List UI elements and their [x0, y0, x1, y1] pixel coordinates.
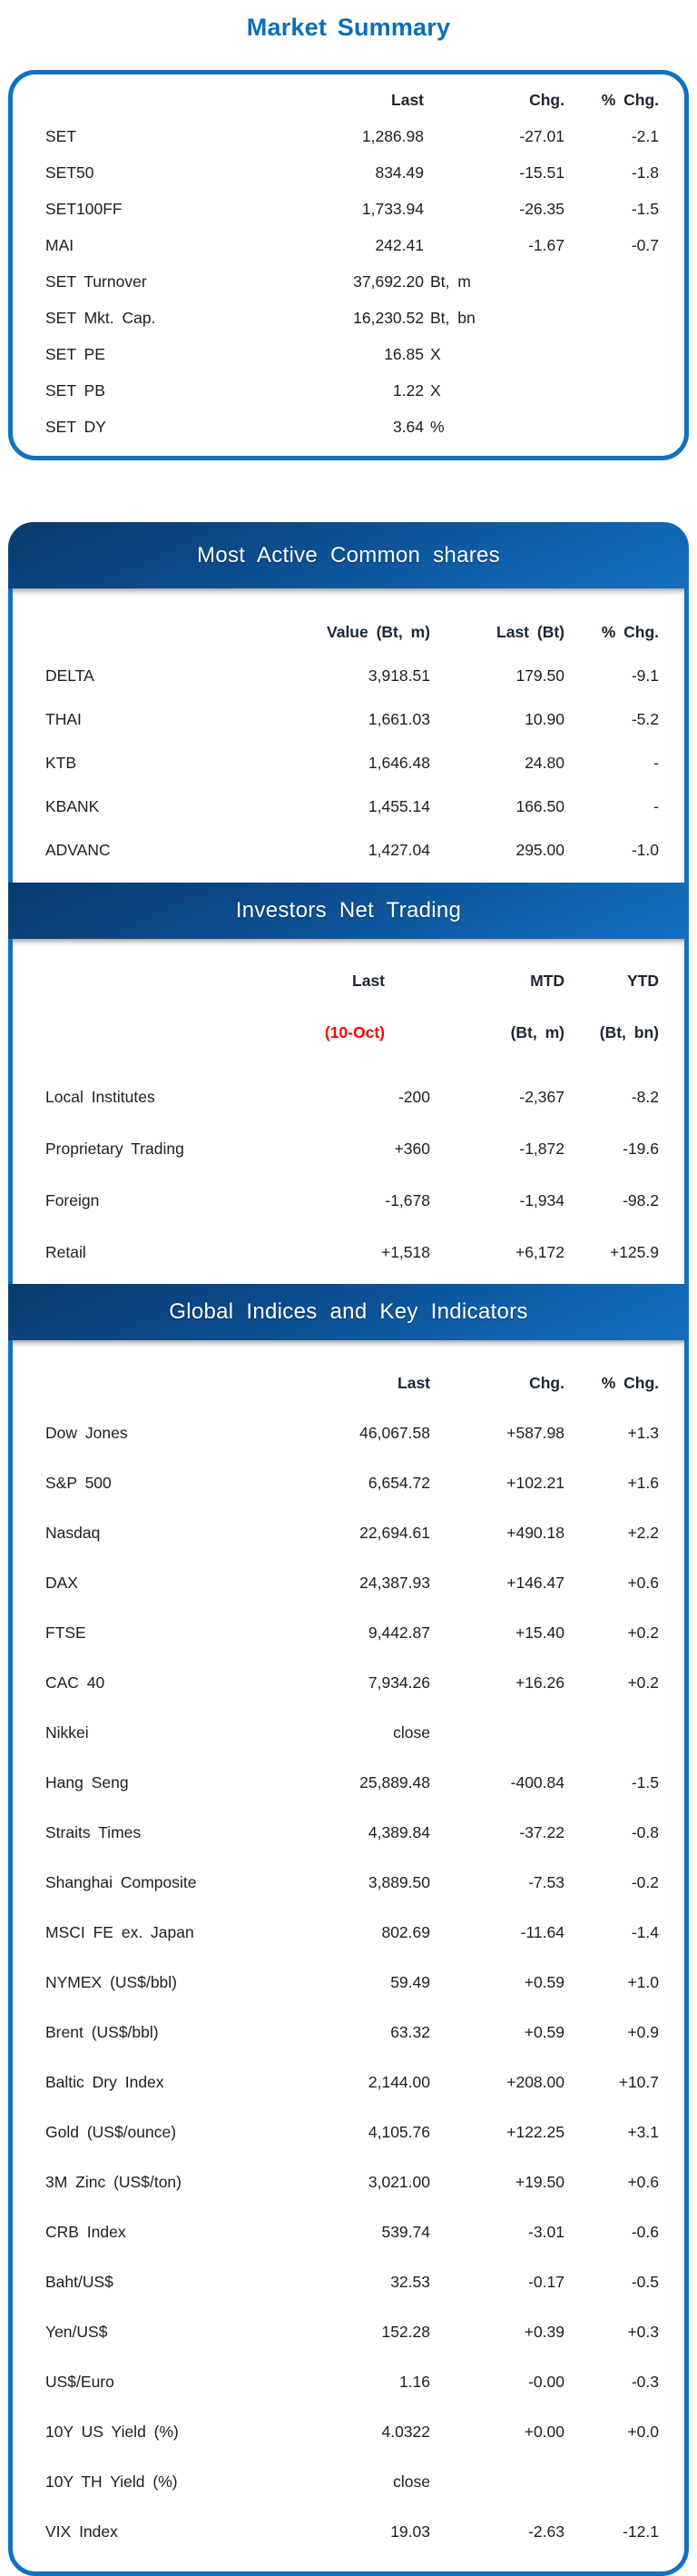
mtd-cell: -1,872 — [519, 1140, 564, 1158]
chg-value: -1.67 — [528, 235, 564, 254]
chg-cell: +0.59 — [524, 2023, 564, 2041]
investors-header-row — [13, 955, 684, 1007]
column-header-last: Last (Bt) — [496, 622, 564, 641]
pchg-value: -1.8 — [631, 163, 659, 182]
ticker-label: KBANK — [45, 796, 100, 815]
chg-cell: -11.64 — [520, 1923, 564, 1941]
column-header-pchg: % Chg. — [601, 1374, 659, 1392]
pchg-cell: -12.1 — [623, 2522, 659, 2541]
mtd-cell: -2,367 — [519, 1088, 564, 1106]
table-row — [13, 1858, 684, 1908]
chg-cell: +146.47 — [506, 1574, 564, 1592]
pchg-value: -1.5 — [631, 199, 659, 218]
chg-cell: -7.53 — [528, 1873, 564, 1891]
chg-value: -27.01 — [519, 126, 564, 145]
page-title: Market Summary — [246, 14, 451, 41]
chg-cell: -0.00 — [528, 2373, 564, 2391]
index-label: 10Y US Yield (%) — [45, 2423, 179, 2441]
investor-type-label: Proprietary Trading — [45, 1140, 184, 1158]
column-header-ytd: YTD — [627, 972, 659, 990]
last-cell: 152.28 — [381, 2323, 430, 2341]
last-cell: 3,889.50 — [368, 1873, 430, 1891]
last-cell: 166.50 — [515, 796, 564, 815]
last-cell: 59.49 — [390, 1973, 430, 1991]
table-row — [13, 191, 684, 227]
last-cell: 1.16 — [398, 2373, 430, 2391]
global-indices-rows — [13, 1408, 684, 2557]
table-row — [13, 1558, 684, 1608]
column-header-chg: Chg. — [529, 1374, 564, 1392]
chg-cell: +102.21 — [506, 1474, 564, 1492]
ticker-label: DELTA — [45, 666, 94, 685]
ticker-label: THAI — [45, 709, 82, 728]
last-cell: 19.03 — [390, 2522, 430, 2541]
last-value: 16.85 — [384, 344, 424, 363]
pchg-cell: -9.1 — [631, 666, 659, 685]
investors-table — [13, 946, 684, 1284]
index-label: Nikkei — [45, 1723, 89, 1742]
subheader-ytd-unit: (Bt, bn) — [599, 1023, 659, 1041]
index-label: CAC 40 — [45, 1673, 105, 1692]
table-row — [13, 2407, 684, 2457]
chg-cell: +122.25 — [506, 2123, 564, 2141]
table-row — [13, 2157, 684, 2207]
index-label: 3M Zinc (US$/ton) — [45, 2173, 182, 2191]
ytd-cell: -8.2 — [631, 1088, 659, 1106]
last-value: 37,692.20 — [353, 271, 424, 291]
column-header-value: Value (Bt, m) — [327, 622, 430, 641]
index-label: S&P 500 — [45, 1474, 112, 1492]
row-label: SET Turnover — [45, 271, 147, 291]
pchg-cell: - — [653, 753, 659, 772]
last-cell: 24,387.93 — [359, 1574, 430, 1592]
table-row — [13, 2307, 684, 2357]
column-header-pchg: % Chg. — [601, 622, 659, 641]
row-label: SET50 — [45, 163, 94, 182]
header-shadow — [13, 1340, 684, 1347]
pchg-value: -0.7 — [631, 235, 659, 254]
market-summary-header-row — [13, 82, 684, 118]
pchg-cell: -1.4 — [631, 1923, 659, 1941]
table-row — [13, 2457, 684, 2507]
pchg-cell: +1.3 — [627, 1424, 659, 1442]
table-row — [13, 1508, 684, 1558]
last-cell: 10.90 — [525, 709, 564, 728]
table-row — [13, 2107, 684, 2157]
last-cell: 4,389.84 — [368, 1823, 430, 1841]
chg-cell: +16.26 — [515, 1673, 564, 1692]
column-header-last: Last — [391, 90, 424, 109]
table-row — [13, 2357, 684, 2407]
market-summary-rows — [13, 118, 684, 445]
table-row — [13, 1908, 684, 1958]
table-row — [13, 1708, 684, 1758]
row-label: SET PE — [45, 344, 105, 363]
table-row — [13, 227, 684, 263]
pchg-cell: +0.6 — [627, 1574, 659, 1592]
table-row — [13, 1408, 684, 1458]
section-title: Most Active Common shares — [197, 542, 500, 568]
table-row — [13, 1808, 684, 1858]
row-label: MAI — [45, 235, 74, 254]
header-shadow — [13, 939, 684, 946]
chg-cell: -2.63 — [528, 2522, 564, 2541]
chg-cell: +0.59 — [524, 1973, 564, 1991]
chg-value: -15.51 — [519, 163, 564, 182]
table-row — [13, 1658, 684, 1708]
ytd-cell: -19.6 — [623, 1140, 659, 1158]
last-cell: -1,678 — [385, 1191, 430, 1209]
row-label: SET Mkt. Cap. — [45, 308, 156, 327]
most-active-table — [13, 596, 684, 883]
index-label: MSCI FE ex. Japan — [45, 1923, 194, 1941]
value-cell: 3,918.51 — [368, 666, 430, 685]
table-row — [13, 2507, 684, 2557]
section-title: Global Indices and Key Indicators — [169, 1299, 528, 1324]
index-label: 10Y TH Yield (%) — [45, 2472, 178, 2491]
last-cell: 46,067.58 — [359, 1424, 430, 1442]
last-value: 1,733.94 — [361, 199, 424, 218]
last-value: 3.64 — [392, 417, 424, 436]
investor-type-label: Local Institutes — [45, 1088, 155, 1106]
pchg-cell: +0.6 — [627, 2173, 659, 2191]
last-value: 1.22 — [392, 380, 424, 400]
table-row — [13, 1458, 684, 1508]
unit-label: % — [430, 417, 445, 436]
last-cell: 63.32 — [390, 2023, 430, 2041]
column-header-chg: Chg. — [529, 90, 564, 109]
chg-cell: +15.40 — [515, 1624, 564, 1642]
chg-cell: +0.00 — [524, 2423, 564, 2441]
row-label: SET100FF — [45, 199, 123, 218]
last-value: 242.41 — [375, 235, 424, 254]
chg-cell: +208.00 — [506, 2073, 564, 2091]
chg-cell: -3.01 — [528, 2223, 564, 2241]
pchg-cell: -0.3 — [631, 2373, 659, 2391]
pchg-cell: -0.5 — [631, 2273, 659, 2291]
most-active-section-header — [8, 522, 689, 588]
last-cell: close — [393, 2472, 430, 2491]
chg-cell: +587.98 — [506, 1424, 564, 1442]
chg-cell: +0.39 — [524, 2323, 564, 2341]
table-row — [13, 372, 684, 409]
value-cell: 1,646.48 — [368, 753, 430, 772]
index-label: Yen/US$ — [45, 2323, 108, 2341]
pchg-value: -2.1 — [631, 126, 659, 145]
index-label: Hang Seng — [45, 1773, 129, 1791]
index-label: US$/Euro — [45, 2373, 114, 2391]
pchg-cell: -1.0 — [631, 840, 659, 859]
chg-cell: +490.18 — [506, 1524, 564, 1542]
unit-label: Bt, bn — [430, 308, 476, 327]
ytd-cell: +125.9 — [609, 1243, 659, 1261]
last-cell: 2,144.00 — [368, 2073, 430, 2091]
subheader-date: (10-Oct) — [324, 1023, 385, 1041]
index-label: Nasdaq — [45, 1524, 101, 1542]
last-cell: 22,694.61 — [359, 1524, 430, 1542]
index-label: Dow Jones — [45, 1424, 128, 1442]
table-row — [13, 1608, 684, 1658]
table-row — [13, 154, 684, 191]
last-cell: 3,021.00 — [368, 2173, 430, 2191]
ticker-label: ADVANC — [45, 840, 111, 859]
pchg-cell: +0.2 — [627, 1673, 659, 1692]
last-cell: 9,442.87 — [368, 1624, 430, 1642]
table-row — [13, 2058, 684, 2107]
chg-cell: -37.22 — [519, 1823, 564, 1841]
global-header-row — [13, 1358, 684, 1408]
global-indices-body — [8, 1340, 689, 2576]
index-label: Straits Times — [45, 1823, 142, 1841]
investors-subheader-row — [13, 1007, 684, 1059]
pchg-cell: -0.8 — [631, 1823, 659, 1841]
table-row — [13, 785, 684, 828]
last-cell: 25,889.48 — [359, 1773, 430, 1791]
index-label: CRB Index — [45, 2223, 126, 2241]
index-label: FTSE — [45, 1624, 86, 1642]
table-row — [13, 263, 684, 300]
unit-label: X — [430, 380, 441, 400]
last-cell: 802.69 — [381, 1923, 430, 1941]
unit-label: Bt, m — [430, 271, 471, 291]
pchg-cell: +0.9 — [627, 2023, 659, 2041]
table-row — [13, 828, 684, 872]
pchg-cell: +0.2 — [627, 1624, 659, 1642]
last-cell: 7,934.26 — [368, 1673, 430, 1692]
table-row — [13, 654, 684, 697]
last-cell: 539.74 — [381, 2223, 430, 2241]
pchg-cell: -5.2 — [631, 709, 659, 728]
market-summary-box — [8, 70, 689, 460]
last-cell: +360 — [394, 1140, 430, 1158]
global-indices-table — [13, 1347, 684, 2557]
pchg-cell: - — [653, 796, 659, 815]
sections-container — [8, 522, 689, 2576]
value-cell: 1,427.04 — [368, 840, 430, 859]
pchg-cell: +0.3 — [627, 2323, 659, 2341]
ytd-cell: -98.2 — [623, 1191, 659, 1209]
mtd-cell: +6,172 — [515, 1243, 564, 1261]
index-label: NYMEX (US$/bbl) — [45, 1973, 178, 1991]
value-cell: 1,455.14 — [368, 796, 430, 815]
last-cell: 295.00 — [515, 840, 564, 859]
row-label: SET DY — [45, 417, 106, 436]
most-active-rows — [13, 654, 684, 872]
value-cell: 1,661.03 — [368, 709, 430, 728]
last-value: 834.49 — [375, 163, 424, 182]
index-label: DAX — [45, 1574, 78, 1592]
table-row — [13, 300, 684, 336]
last-cell: 24.80 — [525, 753, 564, 772]
index-label: Shanghai Composite — [45, 1873, 197, 1891]
last-cell: 4.0322 — [381, 2423, 430, 2441]
mtd-cell: -1,934 — [519, 1191, 564, 1209]
pchg-cell: +2.2 — [627, 1524, 659, 1542]
row-label: SET — [45, 126, 77, 145]
subheader-mtd-unit: (Bt, m) — [510, 1023, 564, 1041]
investors-rows — [13, 1071, 684, 1278]
table-row — [13, 1227, 684, 1278]
table-row — [13, 2207, 684, 2257]
row-label: SET PB — [45, 380, 105, 400]
last-cell: 32.53 — [390, 2273, 430, 2291]
pchg-cell: +10.7 — [618, 2073, 659, 2091]
chg-cell: -0.17 — [528, 2273, 564, 2291]
index-label: VIX Index — [45, 2522, 118, 2541]
investor-type-label: Foreign — [45, 1191, 100, 1209]
most-active-body — [8, 588, 689, 883]
index-label: Gold (US$/ounce) — [45, 2123, 177, 2141]
chg-value: -26.35 — [519, 199, 564, 218]
global-indices-section-header — [8, 1284, 689, 1340]
pchg-cell: +3.1 — [627, 2123, 659, 2141]
last-cell: +1,518 — [380, 1243, 430, 1261]
pchg-cell: +1.0 — [627, 1973, 659, 1991]
table-row — [13, 741, 684, 785]
header-shadow — [13, 588, 684, 596]
table-row — [13, 1123, 684, 1175]
column-header-pchg: % Chg. — [601, 90, 659, 109]
last-cell: 4,105.76 — [368, 2123, 430, 2141]
chg-cell: -400.84 — [510, 1773, 564, 1791]
last-cell: close — [393, 1723, 430, 1742]
most-active-header-row — [13, 610, 684, 654]
table-row — [13, 118, 684, 154]
investor-type-label: Retail — [45, 1243, 86, 1261]
table-row — [13, 1958, 684, 2008]
last-cell: -200 — [398, 1088, 430, 1106]
table-row — [13, 1071, 684, 1123]
last-value: 1,286.98 — [361, 126, 424, 145]
table-row — [13, 336, 684, 372]
column-header-last: Last — [398, 1374, 430, 1392]
column-header-last: Last — [352, 972, 385, 990]
column-header-mtd: MTD — [530, 972, 564, 990]
index-label: Baht/US$ — [45, 2273, 113, 2291]
index-label: Brent (US$/bbl) — [45, 2023, 159, 2041]
ticker-label: KTB — [45, 753, 77, 772]
unit-label: X — [430, 344, 441, 363]
table-row — [13, 1758, 684, 1808]
pchg-cell: -0.6 — [631, 2223, 659, 2241]
chg-cell: +19.50 — [515, 2173, 564, 2191]
pchg-cell: +0.0 — [627, 2423, 659, 2441]
table-row — [13, 409, 684, 445]
pchg-cell: +1.6 — [627, 1474, 659, 1492]
investors-body — [8, 939, 689, 1284]
table-row — [13, 697, 684, 741]
table-row — [13, 1175, 684, 1227]
section-title: Investors Net Trading — [235, 898, 462, 923]
pchg-cell: -0.2 — [631, 1873, 659, 1891]
index-label: Baltic Dry Index — [45, 2073, 164, 2091]
table-row — [13, 2257, 684, 2307]
last-cell: 179.50 — [515, 666, 564, 685]
pchg-cell: -1.5 — [631, 1773, 659, 1791]
investors-section-header — [8, 883, 689, 939]
last-value: 16,230.52 — [353, 308, 424, 327]
last-cell: 6,654.72 — [368, 1474, 430, 1492]
table-row — [13, 2008, 684, 2058]
